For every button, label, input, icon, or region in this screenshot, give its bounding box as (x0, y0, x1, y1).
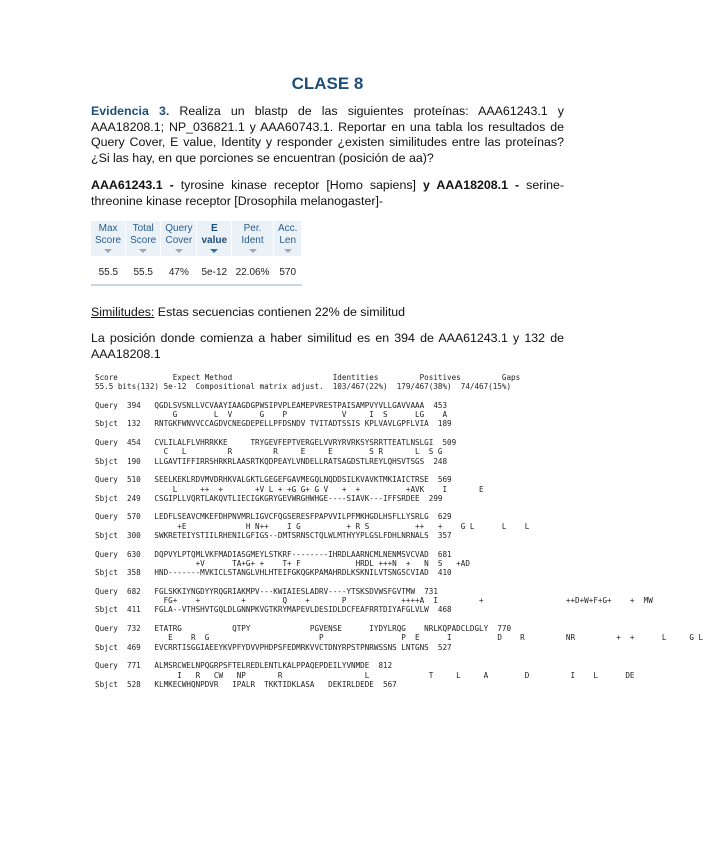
cell-e-value: 5e-12 (197, 256, 232, 285)
evidence-label: Evidencia 3. (91, 104, 170, 118)
alignment-segment: Query 510 SEELKEKLRDVMVDRHKVALGKTLGEGEFGAVMEGQLNQDDSILKVAVKTMKIAICTRSE 569 L ++ + +V L + +G G+ G V + + +AVK I E Sbjct 249 CSGIPLLVQRTLAKQVTLIECIGKGRYGEVWRGHWHGE----SIAVK---IFFSRDEE 299 (95, 475, 484, 503)
results-table (91, 221, 302, 286)
cell-total-score: 55.5 (126, 256, 161, 285)
alignment-segment: Query 454 CVLILALFLVHRRKKE TRYGEVFEPTVERGELVVRYRVRKSYSRRTTEATLNSLGI 509 C L R R E E S R L S G Sbjct 190 LLGAVTIFFIRRSHRKRLAASRTKQDPEAYLVNDELLRATSAGDSTLREYLQHSVTSGS 248 (95, 438, 457, 466)
similarity-paragraph (91, 305, 564, 321)
sort-arrow-icon (175, 249, 183, 253)
intro-paragraph (91, 104, 564, 166)
alignment-block (95, 373, 703, 689)
page-title: CLASE 8 (291, 74, 364, 93)
similarity-label: Similitudes: (91, 305, 155, 319)
header-e-value[interactable]: E value (197, 221, 232, 256)
sort-arrow-icon (284, 249, 292, 253)
protein-id-2: y AAA18208.1 - (422, 178, 520, 192)
cell-acc-len: 570 (273, 256, 301, 285)
results-header-row (91, 221, 302, 256)
position-paragraph: La posición donde comienza a haber similitud es en 394 de AAA61243.1 y 132 de AAA18208.1 (91, 331, 564, 361)
sort-arrow-icon (210, 249, 218, 253)
protein-pair-paragraph (91, 178, 564, 209)
header-acc-len[interactable]: Acc. Len (273, 221, 301, 256)
protein-desc-1: tyrosine kinase receptor [Homo sapiens] (173, 178, 423, 192)
alignment-header: Score Expect Method Identities Positives Gaps 55.5 bits(132) 5e-12 Compositional matrix adjust. 103/467(22%) 179/467(38%) 74/467(15%) (95, 373, 521, 392)
header-per-ident[interactable]: Per. Ident (232, 221, 274, 256)
alignment-segment: Query 732 ETATRG QTPY PGVENSE IYDYLRQG NRLKQPADCLDGLY 770 E R G P P E I D R NR + + L G L Sbjct 469 EVCRRTISGGIAEEYKVPFYDVVPHDPSFEDMRKVVCTDNYRPSTPNRWSSNS LNTGNS 527 (95, 624, 703, 652)
table-row (91, 256, 302, 285)
alignment-segment: Query 630 DQPVYLPTQMLVKFMADIASGMEYLSTKRF--------IHRDLAARNCMLNENMSVCVAD 681 +V TA+G+ + T+ F HRDL +++N + N S +AD Sbjct 358 HND-------MVKICLSTANGLVHLHTEIFGKQGKPAMAHRDLKSKNILVTSNGSCVIAD 410 (95, 549, 470, 578)
header-query-cover[interactable]: Query Cover (161, 221, 197, 256)
sort-arrow-icon (249, 249, 257, 253)
alignment-segment: Query 570 LEDFLSEAVCMKEFDHPNVMRLIGVCFQGSERESFPAPVVILPFMKHGDLHSFLLYSRLG 629 +E H N++ I G + R S ++ + G L L L Sbjct 300 SWKRETEIYSTIILRHENILGFIGS--DMTSRNSCTQLWLMTHYYPLGSLFDHLNRNALS 357 (95, 512, 530, 541)
intro-text: Realiza un blastp de las siguientes proteínas: AAA61243.1 y AAA18208.1; NP_036821.1 y AAA60743.1. Reportar en una tabla los resultados de Query Cover, E value, Identity y responder ¿existen similitudes entre las proteínas? ¿Si las hay, en que porciones se encuentran (posición de aa)? (91, 104, 564, 165)
sort-arrow-icon (104, 249, 112, 253)
cell-per-ident: 22.06% (232, 256, 274, 285)
protein-id-1: AAA61243.1 - (91, 178, 174, 192)
alignment-segment: Query 682 FGLSKKIYNGDYYRQGRIAKMPV---KWIAIESLADRV----YTSKSDVWSFGVTMW 731 FG+ + + Q + P ++++A I + ++D+W+F+G+ + MW Sbjct 411 FGLA--VTHSHVTGQLDLGNNPKVGTKRYMAPEVLDESIDLDCFEAFRRTDIYAFGLVLW 468 (95, 586, 653, 615)
similarity-text: Estas secuencias contienen 22% de similitud (154, 305, 406, 319)
cell-max-score: 55.5 (91, 256, 126, 285)
alignment-segment: Query 771 ALMSRCWELNPQGRPSFTELREDLENTLKALPPAQEPDEILYVNMDE 812 I R CW NP R L T L A D I L DE Sbjct 528 KLMKECWHQNPDVR IPALR TKKTIDKLASA DEKIRLDEDE 567 (95, 661, 635, 689)
alignment-segment: Query 394 QGDLSVSNLLVCVAAYIAAGDGPWSIPVPLEAMEPVRESTPAISAMPVYVLLGAVVAAA 453 G L V G P V I S LG A Sbjct 132 RNTGKFWNVVCCAGDVCNEGDEPELLPFDSNDV TVITADTSSIS KPLVAVLGPFLVIA 189 (95, 400, 452, 429)
cell-query-cover: 47% (161, 256, 197, 285)
header-total-score[interactable]: Total Score (126, 221, 161, 256)
protein-desc-2: serine-threonine kinase receptor [Drosophila melanogaster]- (91, 178, 564, 208)
sort-arrow-icon (139, 249, 147, 253)
header-max-score[interactable]: Max Score (91, 221, 126, 256)
